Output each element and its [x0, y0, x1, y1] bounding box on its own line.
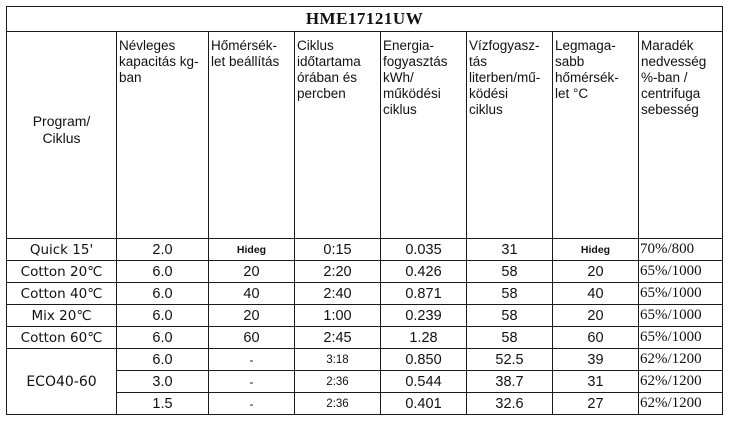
water-cell: 32.6: [467, 393, 553, 415]
capacity-cell: 2.0: [117, 239, 209, 261]
max-temperature-cell: 20: [553, 261, 639, 283]
capacity-cell: 6.0: [117, 327, 209, 349]
table-row: [7, 261, 723, 283]
residual-cell: 62%/1200: [639, 393, 723, 415]
energy-cell: 0.426: [381, 261, 467, 283]
duration-cell: 2:20: [295, 261, 381, 283]
max-temperature-cell: Hideg: [553, 239, 639, 261]
duration-cell: 0:15: [295, 239, 381, 261]
max-temperature-cell: 20: [553, 305, 639, 327]
energy-cell: 0.401: [381, 393, 467, 415]
duration-cell: 2:45: [295, 327, 381, 349]
program-data-table: [6, 6, 723, 415]
capacity-cell: 6.0: [117, 261, 209, 283]
energy-cell: 0.871: [381, 283, 467, 305]
temperature-cell: -: [209, 393, 295, 415]
program-cell: Cotton 40℃: [7, 283, 117, 305]
header-capacity: Névleges kapacitás kg- ban: [117, 32, 209, 239]
water-cell: 58: [467, 283, 553, 305]
residual-cell: 65%/1000: [639, 305, 723, 327]
residual-cell: 65%/1000: [639, 327, 723, 349]
water-cell: 58: [467, 327, 553, 349]
header-residual-moisture: Maradék nedvesség %-ban / centrifuga sebesség: [639, 32, 723, 239]
residual-cell: 70%/800: [639, 239, 723, 261]
table-row: [7, 239, 723, 261]
water-cell: 58: [467, 305, 553, 327]
max-temperature-cell: 31: [553, 371, 639, 393]
residual-cell: 62%/1200: [639, 371, 723, 393]
max-temperature-cell: 40: [553, 283, 639, 305]
table-row: [7, 327, 723, 349]
energy-cell: 0.544: [381, 371, 467, 393]
water-cell: 31: [467, 239, 553, 261]
capacity-cell: 3.0: [117, 371, 209, 393]
duration-cell: 3:18: [295, 349, 381, 371]
header-water: Vízfogyasz- tás literben/mű- ködési ciklus: [467, 32, 553, 239]
program-cell: Mix 20℃: [7, 305, 117, 327]
energy-cell: 0.239: [381, 305, 467, 327]
table-row: [7, 349, 723, 371]
table-title: HME17121UW: [7, 7, 723, 32]
water-cell: 52.5: [467, 349, 553, 371]
program-cell: Quick 15': [7, 239, 117, 261]
duration-cell: 2:40: [295, 283, 381, 305]
duration-cell: 2:36: [295, 393, 381, 415]
energy-cell: 0.850: [381, 349, 467, 371]
energy-cell: 0.035: [381, 239, 467, 261]
temperature-cell: Hideg: [209, 239, 295, 261]
capacity-cell: 1.5: [117, 393, 209, 415]
header-temperature-setting: Hőmérsék- let beállítás: [209, 32, 295, 239]
temperature-cell: 20: [209, 261, 295, 283]
header-energy: Energia- fogyasztás kWh/ működési ciklus: [381, 32, 467, 239]
water-cell: 58: [467, 261, 553, 283]
table-row: [7, 305, 723, 327]
energy-cell: 1.28: [381, 327, 467, 349]
temperature-cell: 60: [209, 327, 295, 349]
residual-cell: 65%/1000: [639, 283, 723, 305]
capacity-cell: 6.0: [117, 283, 209, 305]
temperature-cell: -: [209, 371, 295, 393]
residual-cell: 62%/1200: [639, 349, 723, 371]
max-temperature-cell: 39: [553, 349, 639, 371]
temperature-cell: 20: [209, 305, 295, 327]
program-cell-eco: ECO40-60: [7, 349, 117, 415]
water-cell: 38.7: [467, 371, 553, 393]
table-row: [7, 283, 723, 305]
capacity-cell: 6.0: [117, 349, 209, 371]
duration-cell: 2:36: [295, 371, 381, 393]
residual-cell: 65%/1000: [639, 261, 723, 283]
max-temperature-cell: 60: [553, 327, 639, 349]
temperature-cell: -: [209, 349, 295, 371]
capacity-cell: 6.0: [117, 305, 209, 327]
header-max-temperature: Legmaga- sabb hőmérsék- let °C: [553, 32, 639, 239]
program-cell: Cotton 20℃: [7, 261, 117, 283]
program-cell: Cotton 60℃: [7, 327, 117, 349]
temperature-cell: 40: [209, 283, 295, 305]
max-temperature-cell: 27: [553, 393, 639, 415]
header-program: Program/ Ciklus: [7, 32, 117, 239]
duration-cell: 1:00: [295, 305, 381, 327]
header-duration: Ciklus időtartama órában és percben: [295, 32, 381, 239]
